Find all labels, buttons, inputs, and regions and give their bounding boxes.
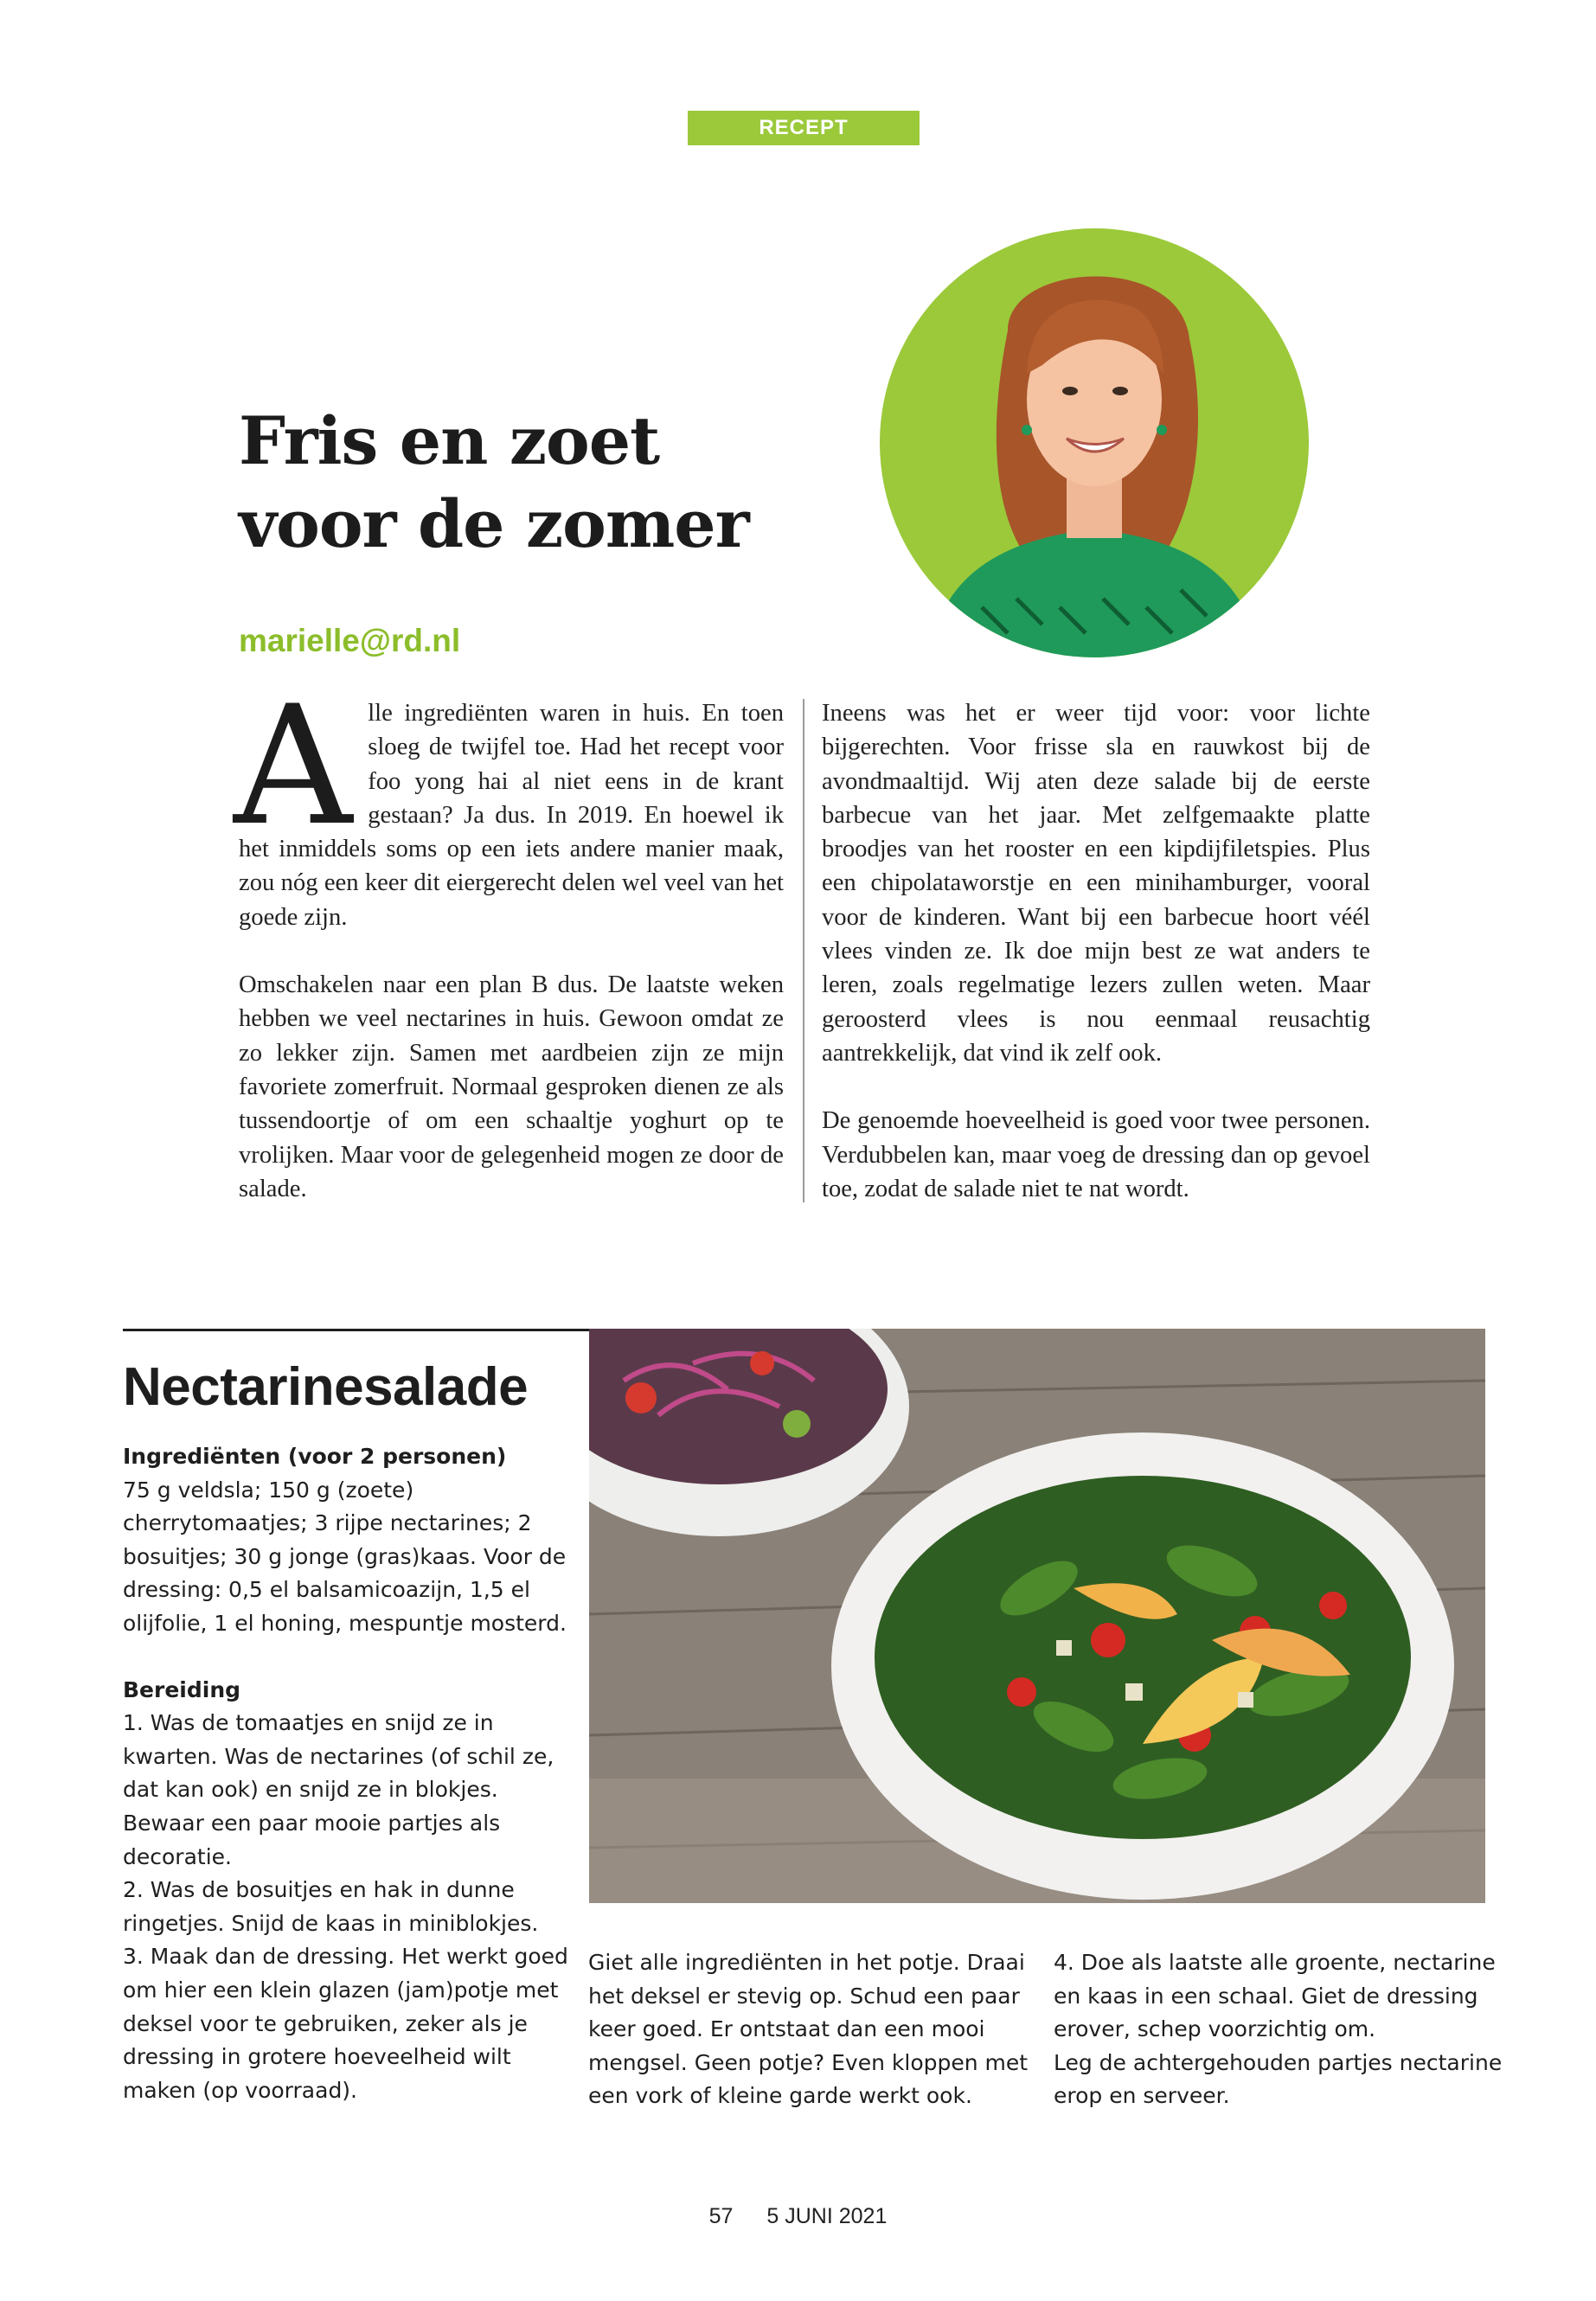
method-heading: Bereiding	[123, 1676, 241, 1702]
recipe-title: Nectarinesalade	[123, 1357, 529, 1417]
author-email[interactable]: marielle@rd.nl	[239, 623, 461, 658]
headline-line-2: voor de zomer	[239, 485, 749, 562]
recipe-step: 1. Was de tomaatjes en snijd ze in kwarten. Was de nectarines (of schil ze, dat kan ook) en snijd ze in blokjes. Bewaar een paar mooie partjes als decoratie.	[123, 1710, 554, 1869]
recipe-column-3	[1054, 1946, 1503, 2113]
author-portrait	[878, 227, 1311, 659]
intro-paragraph-text: lle ingrediënten waren in huis. En toen sloeg de twijfel toe. Had het recept voor foo yong hai al niet eens in de krant gestaan? Ja dus. In 2019. En hoewel ik het inmiddels soms op een iets andere manier maak, zou nóg een keer dit eiergerecht delen wel veel van het goede zijn.	[239, 700, 784, 931]
recipe-step: 2. Was de bosuitjes en hak in dunne ringetjes. Snijd de kaas in miniblokjes.	[123, 1877, 539, 1936]
ingredients-list: 75 g veldsla; 150 g (zoete) cherrytomaatjes; 3 rijpe nectarines; 2 bosuitjes; 30 g jonge (gras)kaas. Voor de dressing: 0,5 el balsamicoazijn, 1,5 el olijfolie, 1 el honing, mespuntje mosterd.	[123, 1477, 567, 1636]
headline	[239, 400, 879, 566]
intro-paragraph: De genoemde hoeveelheid is goed voor twee personen. Verdubbelen kan, maar voeg de dressing dan op gevoel toe, zodat de salade niet te nat wordt.	[822, 1107, 1370, 1202]
section-label: RECEPT	[688, 111, 920, 145]
issue-date: 5 JUNI 2021	[766, 2204, 888, 2228]
intro-paragraph: Ineens was het er weer tijd voor: voor lichte bijgerechten. Voor frisse sla en rauwkost bij de avondmaaltijd. Wij aten deze salade bij de eerste barbecue van het jaar. Met zelfgemaakte platte broodjes van het rooster en een kipdijfiletspies. Plus een chipolataworstje en een minihamburger, vooral voor de kinderen. Want bij een barbecue hoort véél vlees vinden ze. Ik doe mijn best ze wat anders te leren, zoals regelmatige lezers zullen weten. Maar geroosterd vlees is nou eenmaal reusachtig aantrekkelijk, dat vind ik zelf ook.	[822, 700, 1370, 1067]
recipe-step: Giet alle ingrediënten in het potje. Draai het deksel er stevig op. Schud een paar keer goed. Er ontstaat dan een mooi mengsel. Geen potje? Even kloppen met een vork of kleine garde werkt ook.	[588, 1950, 1029, 2109]
intro-column-right	[822, 696, 1370, 1240]
intro-paragraph	[234, 670, 784, 934]
recipe-divider	[123, 1329, 590, 1331]
recipe-column-2	[588, 1946, 1038, 2113]
recipe-step: 3. Maak dan de dressing. Het werkt goed om hier een klein glazen (jam)potje met deksel voor te gebruiken, zeker als je dressing in grotere hoeveelheid wilt maken (op voorraad).	[123, 1944, 568, 2103]
intro-column-left	[234, 670, 784, 1240]
recipe-step: 4. Doe als laatste alle groente, nectarine en kaas in een schaal. Giet de dressing erover, schep voorzichtig om.	[1054, 1950, 1496, 2042]
page-footer	[0, 2204, 1596, 2229]
salad-photo	[589, 1329, 1485, 1903]
column-divider	[803, 699, 804, 1202]
ingredients-heading: Ingrediënten (voor 2 personen)	[123, 1444, 507, 1469]
headline-line-1: Fris en zoet	[239, 402, 660, 479]
recipe-step: Leg de achtergehouden partjes nectarine erop en serveer.	[1054, 2049, 1503, 2109]
page-number: 57	[708, 2204, 734, 2228]
recipe-column-1	[123, 1440, 573, 2107]
drop-cap: A	[234, 670, 353, 862]
intro-paragraph: Omschakelen naar een plan B dus. De laatste weken hebben we veel nectarines in huis. Gewoon omdat ze zo lekker zijn. Samen met aardbeien zijn ze mijn favoriete zomerfruit. Normaal gesproken dienen ze als tussendoortje of om een schaaltje yoghurt op te vrolijken. Maar voor de gelegenheid mogen ze door de salade.	[239, 971, 784, 1202]
